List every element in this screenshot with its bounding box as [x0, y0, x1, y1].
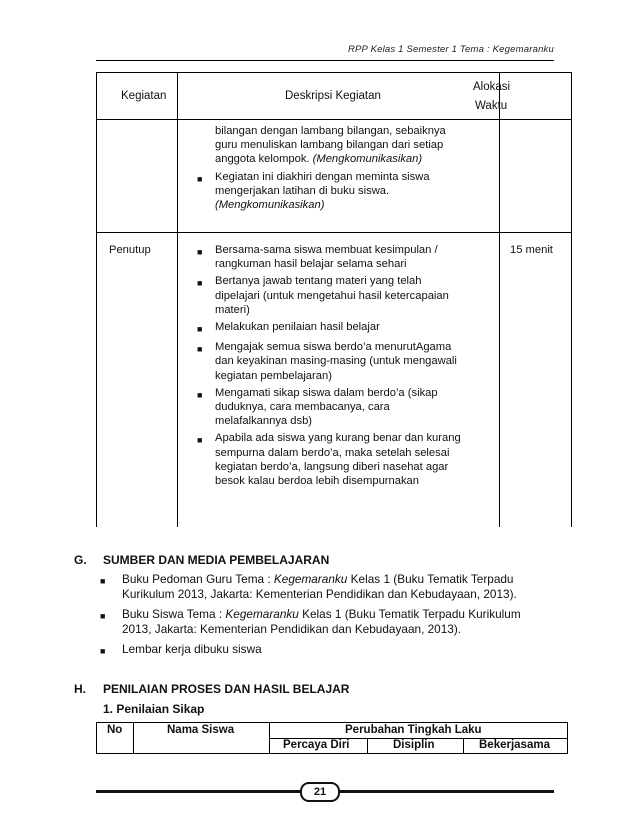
header-rule — [96, 60, 554, 61]
bullet-square-icon: ■ — [100, 576, 106, 586]
bullet-square-icon: ■ — [197, 344, 203, 355]
col-divider-1 — [177, 73, 178, 527]
bullet-square-icon: ■ — [100, 646, 106, 656]
row2-bullet-1: ■ Bersama-sama siswa membuat kesimpulan / rangkuman hasil belajar selama sehari — [197, 244, 438, 271]
row1-line-1: bilangan dengan lambang bilangan, sebaiknya — [215, 125, 446, 137]
header-deskripsi: Deskripsi Kegiatan — [285, 90, 381, 102]
col-percaya-diri: Percaya Diri — [283, 739, 350, 751]
col-perubahan: Perubahan Tingkah Laku — [345, 724, 482, 736]
row2-waktu: 15 menit — [510, 244, 553, 256]
row2-kegiatan: Penutup — [109, 244, 151, 256]
header-row-divider — [97, 119, 571, 120]
row1-description — [215, 124, 446, 167]
header-waktu: Waktu — [475, 100, 508, 112]
section-g-list — [100, 572, 580, 657]
row1-bullet: ■ Kegiatan ini diakhiri dengan meminta siswa mengerjakan latihan di buku siswa. (Mengkomunikasikan) — [197, 171, 430, 212]
row1-line-2: guru menuliskan lambang bilangan dari setiap — [215, 139, 444, 152]
bullet-square-icon: ■ — [197, 278, 203, 289]
section-g-item-1: ■ Buku Pedoman Guru Tema : Kegemaranku Kelas 1 (Buku Tematik Terpadu Kurikulum 2013, Jakarta: Kementerian Pendidikan dan Kebudayaan, 2013). — [100, 572, 517, 601]
running-header: RPP Kelas 1 Semester 1 Tema : Kegemaranku — [347, 44, 554, 55]
header-alokasi: Alokasi — [473, 81, 511, 93]
section-g-item-2: ■ Buku Siswa Tema : Kegemaranku Kelas 1 (Buku Tematik Terpadu Kurikulum 2013, Jakarta: Kementerian Pendidikan dan Kebudayaan, 2013). — [100, 607, 521, 636]
bullet-square-icon: ■ — [197, 174, 203, 184]
bullet-square-icon: ■ — [197, 389, 203, 400]
row2-bullet-4: ■ Mengajak semua siswa berdo’a menurutAgama dan keyakinan masing-masing (untuk mengawali kegiatan pembelajaran) — [197, 341, 457, 382]
col-divider-2 — [499, 73, 500, 527]
bullet-square-icon: ■ — [197, 435, 203, 446]
section-h-title: PENILAIAN PROSES DAN HASIL BELAJAR — [103, 682, 350, 696]
bullet-square-icon: ■ — [197, 247, 203, 257]
bullet-square-icon: ■ — [100, 611, 106, 621]
section-g-title: SUMBER DAN MEDIA PEMBELAJARAN — [103, 553, 330, 567]
header-kegiatan: Kegiatan — [121, 90, 167, 102]
activity-table — [96, 72, 572, 527]
row2-bullet-5: ■ Mengamati sikap siswa dalam berdo’a (sikap duduknya, cara membacanya, cara melafalkannya dsb) — [197, 386, 438, 428]
col-disiplin: Disiplin — [393, 739, 435, 751]
row1-line-3: anggota kelompok. (Mengkomunikasikan) — [215, 153, 423, 166]
section-g-item-3: ■ Lembar kerja dibuku siswa — [100, 642, 580, 657]
col-bekerjasama: Bekerjasama — [479, 739, 550, 751]
section-h-subtitle: 1. Penilaian Sikap — [103, 702, 205, 716]
bullet-square-icon: ■ — [197, 324, 203, 335]
row2-bullet-6: ■ Apabila ada siswa yang kurang benar dan kurang sempurna dalam berdo’a, maka setelah selesai kegiatan berdo’a, langsung diberi nasehat agar besok kalau berdoa lebih disempurnakan — [197, 432, 461, 488]
section-g-letter: G. — [74, 553, 87, 567]
row-divider — [97, 232, 571, 233]
row2-bullet-3: ■ Melakukan penilaian hasil belajar — [197, 320, 497, 334]
page-number: 21 — [300, 782, 340, 802]
col-no: No — [107, 724, 123, 736]
col-nama: Nama Siswa — [167, 724, 235, 736]
row2-bullet-2: ■ Bertanya jawab tentang materi yang telah dipelajari (untuk mengetahui hasil ketercapaian materi) — [197, 275, 449, 316]
row2-bullets — [197, 243, 497, 488]
section-h-letter: H. — [74, 682, 86, 696]
attitude-table — [96, 722, 568, 754]
